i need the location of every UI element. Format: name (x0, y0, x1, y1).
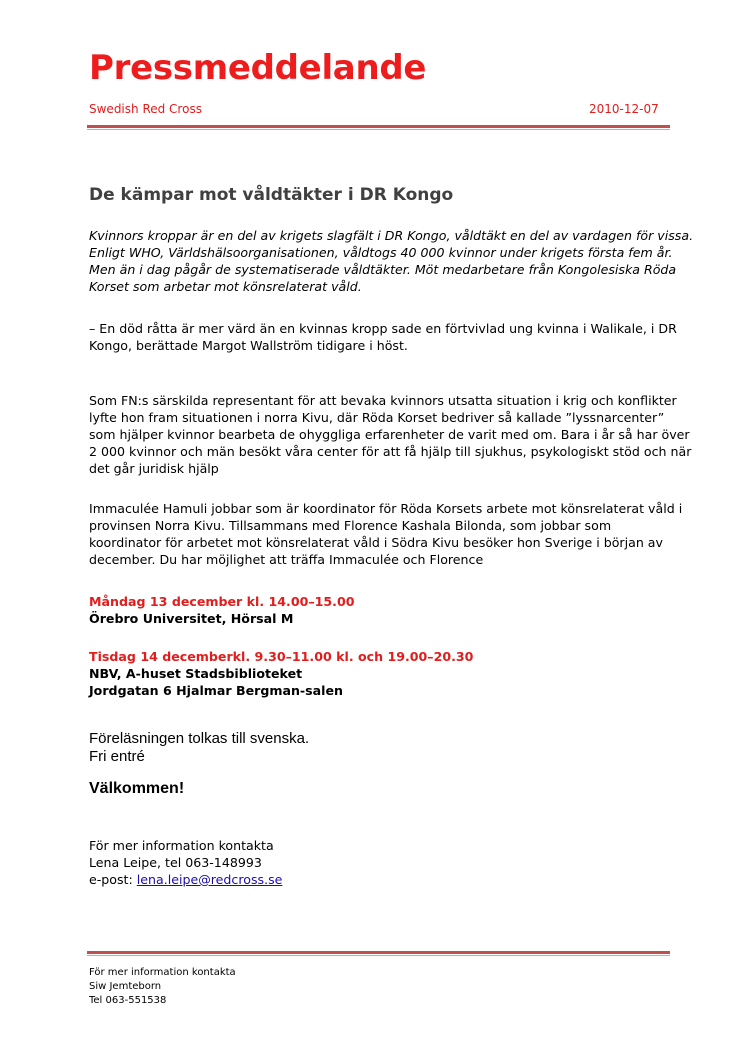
organization-name: Swedish Red Cross (89, 102, 202, 116)
header-divider (87, 125, 670, 128)
email-link[interactable]: lena.leipe@redcross.se (136, 872, 283, 887)
footer-divider-thin (87, 955, 670, 956)
document-title: Pressmeddelande (89, 48, 427, 88)
release-date: 2010-12-07 (589, 102, 659, 116)
body-line: som hjälper kvinnor bearbeta de ohyggliga erfarenheter de varit med om. Bara i år så har över (89, 427, 690, 442)
intro-paragraph (89, 227, 694, 295)
body-line: provinsen Norra Kivu. Tillsammans med Florence Kashala Bilonda, som jobbar som (89, 518, 612, 533)
body-line: lyfte hon fram situationen i norra Kivu, där Röda Korset bedriver så kallade ”lyssnarcenter” (89, 410, 665, 425)
body-line: Som FN:s särskilda representant för att bevaka kvinnors utsatta situation i krig och konflikter (89, 393, 677, 408)
article-heading: De kämpar mot våldtäkter i DR Kongo (89, 185, 454, 205)
event-2-address: Jordgatan 6 Hjalmar Bergman-salen (89, 683, 343, 698)
event-1 (89, 593, 675, 627)
contact-email-row (89, 871, 675, 888)
header-divider-thin (87, 129, 670, 130)
event-1-time: Måndag 13 december kl. 14.00–15.00 (89, 594, 355, 609)
body-line: Immaculée Hamuli jobbar som är koordinator för Röda Korsets arbete mot könsrelaterat våld i (89, 501, 683, 516)
intro-line: Korset som arbetar mot könsrelaterat våld. (89, 279, 362, 294)
event-1-location: Örebro Universitet, Hörsal M (89, 611, 294, 626)
quote-paragraph (89, 320, 675, 354)
body-line: 2 000 kvinnor och män besökt våra center för att få hjälp till sjukhus, psykologiskt stöd och när (89, 444, 692, 459)
footer-line: För mer information kontakta (89, 967, 236, 978)
footer-line: Tel 063-551538 (89, 995, 167, 1006)
intro-line: Enligt WHO, Världshälsoorganisationen, våldtogs 40 000 kvinnor under krigets första fem år. (89, 245, 673, 260)
free-entry: Fri entré (89, 748, 145, 765)
event-2-location: NBV, A-huset Stadsbiblioteket (89, 666, 303, 681)
body-paragraph-2 (89, 500, 683, 568)
footer-divider (87, 951, 670, 954)
body-line: december. Du har möjlighet att träffa Immaculée och Florence (89, 552, 484, 567)
body-line: det går juridisk hjälp (89, 461, 219, 476)
contact-block (89, 837, 675, 888)
body-paragraph-1 (89, 392, 692, 477)
email-label: e-post: (89, 872, 137, 887)
intro-line: Kvinnors kroppar är en del av krigets slagfält i DR Kongo, våldtäkt en del av vardagen för vissa. (89, 228, 694, 243)
body-line: koordinator för arbetet mot könsrelaterat våld i Södra Kivu besöker hon Sverige i början av (89, 535, 663, 550)
contact-intro: För mer information kontakta (89, 838, 274, 853)
intro-line: Men än i dag pågår de systematiserade våldtäkter. Möt medarbetare från Kongolesiska Röda (89, 262, 677, 277)
quote-line: – En död råtta är mer värd än en kvinnas kropp sade en förtvivlad ung kvinna i Walikale, i DR (89, 321, 677, 336)
quote-line: Kongo, berättade Margot Wallström tidigare i höst. (89, 338, 408, 353)
lecture-note: Föreläsningen tolkas till svenska. (89, 730, 310, 747)
contact-person: Lena Leipe, tel 063-148993 (89, 855, 262, 870)
event-2 (89, 648, 675, 699)
footer-contact (89, 966, 236, 1008)
event-2-time: Tisdag 14 decemberkl. 9.30–11.00 kl. och 19.00–20.30 (89, 649, 474, 664)
lecture-info (89, 730, 309, 766)
welcome-text: Välkommen! (89, 780, 185, 797)
footer-line: Siw Jemteborn (89, 981, 162, 992)
